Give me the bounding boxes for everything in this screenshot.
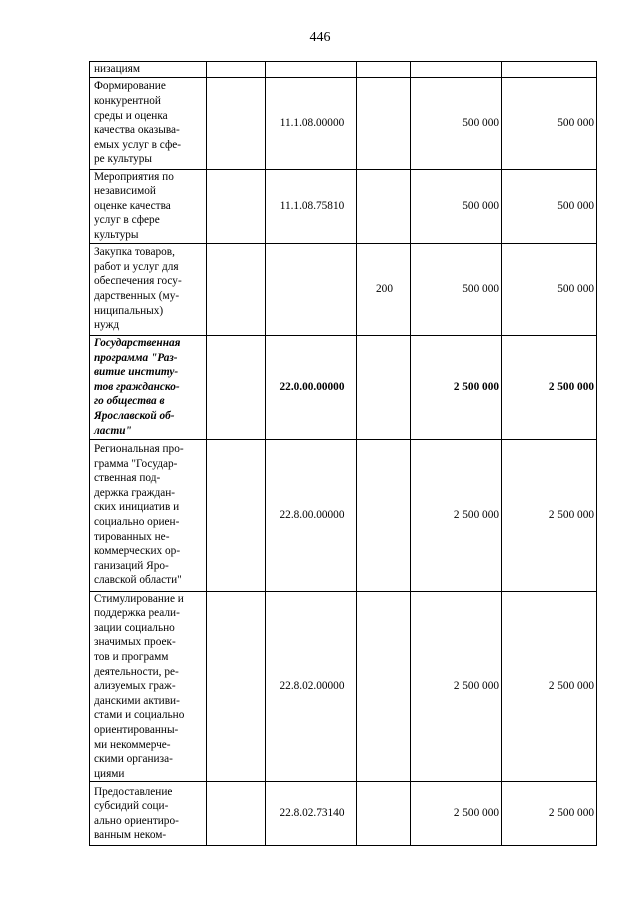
amount-cell-2: 500 000: [502, 169, 597, 243]
item-name-cell: [90, 169, 207, 243]
amount-cell-1: 500 000: [411, 243, 502, 335]
item-name-line: зации социально: [94, 621, 175, 634]
budget-table: [89, 61, 597, 846]
code-cell: 11.1.08.75810: [266, 169, 357, 243]
item-name-line: конкурентной: [94, 94, 161, 107]
amount-cell-1: 2 500 000: [411, 591, 502, 782]
empty-cell: [207, 591, 266, 782]
item-name-line: субсидий соци-: [94, 800, 169, 813]
item-name-cell: [90, 77, 207, 169]
item-name-line: грамма "Государ-: [94, 457, 178, 470]
code-cell: 22.8.00.00000: [266, 439, 357, 591]
amount-cell-1: 500 000: [411, 77, 502, 169]
item-name-cell: [90, 62, 207, 78]
item-name-line: нужд: [94, 319, 120, 332]
item-name-line: тированных не-: [94, 530, 170, 543]
item-name-line: ально ориентиро-: [94, 814, 179, 827]
item-name-line: Закупка товаров,: [94, 246, 175, 259]
amount-cell-2: 2 500 000: [502, 782, 597, 846]
amount-cell-2: 500 000: [502, 243, 597, 335]
budget-table-body: [90, 62, 597, 846]
table-row: [90, 591, 597, 782]
page-number: 446: [309, 30, 331, 45]
amount-cell-1: 500 000: [411, 169, 502, 243]
amount-cell-2: [502, 62, 597, 78]
item-name-line: коммерческих ор-: [94, 545, 181, 558]
item-name-line: работ и услуг для: [94, 260, 179, 273]
table-row: [90, 169, 597, 243]
item-name-line: ниципальных): [94, 304, 164, 317]
item-name-line: стами и социально: [94, 709, 185, 722]
table-row: [90, 439, 597, 591]
vr-cell: [357, 77, 411, 169]
item-name-line: оценке качества: [94, 199, 171, 212]
item-name-line: поддержка реали-: [94, 607, 180, 620]
item-name-line: ализуемых граж-: [94, 680, 176, 693]
amount-cell-2: 2 500 000: [502, 591, 597, 782]
amount-cell-1: 2 500 000: [411, 439, 502, 591]
item-name-line: среды и оценка: [94, 109, 168, 122]
item-name-line: услуг в сфере: [94, 214, 160, 227]
item-name-cell: [90, 782, 207, 846]
item-name-line: обеспечения госу-: [94, 275, 182, 288]
item-name-line: тов и программ: [94, 650, 169, 663]
amount-cell-2: 500 000: [502, 77, 597, 169]
item-name-line: ванным неком-: [94, 829, 167, 842]
code-cell: [266, 243, 357, 335]
amount-cell-2: 2 500 000: [502, 439, 597, 591]
vr-cell: [357, 782, 411, 846]
item-name-line: Стимулирование и: [94, 592, 184, 605]
item-name-line: Государственная: [94, 336, 181, 349]
item-name-line: скими организа-: [94, 753, 173, 766]
empty-cell: [207, 169, 266, 243]
item-name-cell: [90, 335, 207, 439]
vr-cell: [357, 335, 411, 439]
item-name-line: Формирование: [94, 80, 166, 93]
code-cell: 22.0.00.00000: [266, 335, 357, 439]
item-name-line: Предоставление: [94, 785, 173, 798]
item-name-line: значимых проек-: [94, 636, 176, 649]
code-cell: [266, 62, 357, 78]
amount-cell-1: 2 500 000: [411, 335, 502, 439]
item-name-line: данскими активи-: [94, 694, 180, 707]
vr-cell: [357, 439, 411, 591]
table-row: [90, 782, 597, 846]
item-name-cell: [90, 439, 207, 591]
empty-cell: [207, 62, 266, 78]
vr-cell: [357, 62, 411, 78]
empty-cell: [207, 782, 266, 846]
table-row: [90, 62, 597, 78]
vr-cell: [357, 591, 411, 782]
empty-cell: [207, 243, 266, 335]
item-name-line: Региональная про-: [94, 443, 184, 456]
item-name-line: держка граждан-: [94, 486, 176, 499]
item-name-line: ориентированны-: [94, 723, 179, 736]
amount-cell-2: 2 500 000: [502, 335, 597, 439]
empty-cell: [207, 77, 266, 169]
code-cell: 22.8.02.73140: [266, 782, 357, 846]
item-name-line: циями: [94, 767, 125, 780]
item-name-line: тов гражданско-: [94, 380, 180, 393]
item-name-line: славской области": [94, 574, 182, 587]
item-name-line: ганизаций Яро-: [94, 559, 169, 572]
item-name-line: го общества в: [94, 395, 165, 408]
table-row: [90, 243, 597, 335]
item-name-line: программа "Раз-: [94, 351, 178, 364]
vr-cell: 200: [357, 243, 411, 335]
table-row: [90, 77, 597, 169]
item-name-cell: [90, 591, 207, 782]
item-name-line: деятельности, ре-: [94, 665, 179, 678]
amount-cell-1: [411, 62, 502, 78]
code-cell: 22.8.02.00000: [266, 591, 357, 782]
item-name-line: витие институ-: [94, 366, 179, 379]
empty-cell: [207, 439, 266, 591]
amount-cell-1: 2 500 000: [411, 782, 502, 846]
item-name-line: емых услуг в сфе-: [94, 138, 182, 151]
item-name-line: Ярославской об-: [94, 409, 175, 422]
item-name-line: ми некоммерче-: [94, 738, 171, 751]
code-cell: 11.1.08.00000: [266, 77, 357, 169]
item-name-line: качества оказыва-: [94, 124, 180, 137]
item-name-line: низациям: [94, 63, 141, 75]
table-row: [90, 335, 597, 439]
item-name-line: ре культуры: [94, 153, 153, 166]
item-name-line: культуры: [94, 228, 139, 241]
item-name-line: социально ориен-: [94, 516, 180, 529]
item-name-line: ских инициатив и: [94, 501, 180, 514]
item-name-line: независимой: [94, 185, 156, 198]
item-name-cell: [90, 243, 207, 335]
item-name-line: дарственных (му-: [94, 290, 180, 303]
item-name-line: ственная под-: [94, 472, 161, 485]
vr-cell: [357, 169, 411, 243]
item-name-line: ласти": [94, 424, 132, 437]
item-name-line: Мероприятия по: [94, 170, 174, 183]
empty-cell: [207, 335, 266, 439]
